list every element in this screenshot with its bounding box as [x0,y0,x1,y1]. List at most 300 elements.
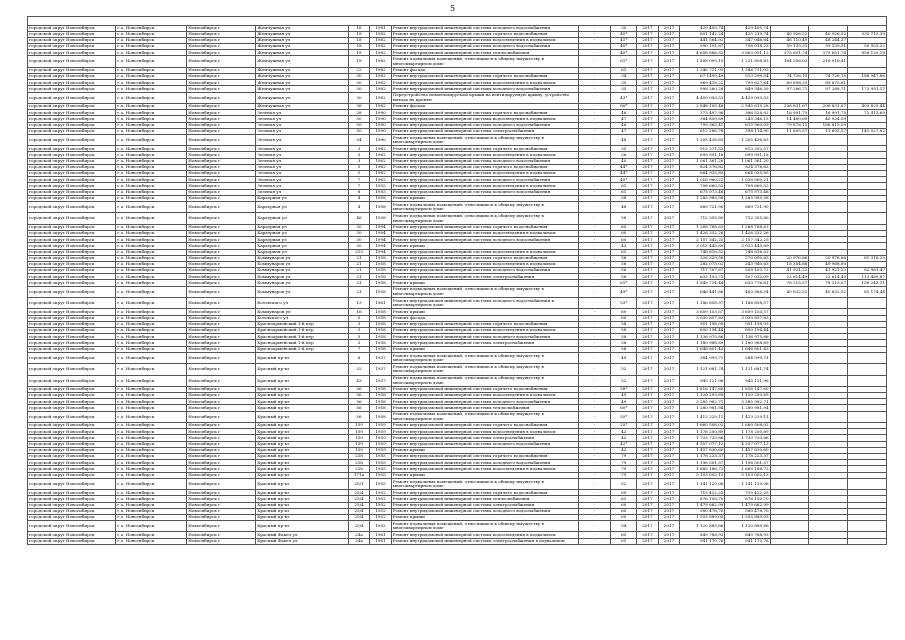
cell-end-year: 2017 [658,183,680,189]
cell-year: 1961 [370,298,392,309]
cell-cost-regional: 20 976,86 [809,255,848,261]
table-row [28,375,887,386]
cell-start-year: 2017 [637,255,659,261]
cell-house: 4 [348,201,370,212]
cell-end-year: 2017 [658,171,680,177]
capital-repair-register-table [27,16,887,545]
cell-cost-total: 717 707,67 [680,268,725,274]
cell-street: Зеленая ул [256,164,349,170]
cell-municipality: городской округ Новосибирск [28,447,116,453]
cell-house: 54 [348,134,370,145]
cell-house: 8 [348,189,370,195]
cell-work-code: - [579,134,611,145]
cell-street: Красный пр-кт [256,478,349,489]
table-header-spacer [28,17,887,26]
cell-cost-total: 1 280 981,94 [680,405,725,411]
cell-cost-fund: 1 136 975,86 [725,334,770,340]
cell-start-year: 2017 [637,243,659,249]
cell-cost-total: 1 479 662,99 [680,502,725,508]
cell-street: Красноармейский 1-й пер [256,340,349,346]
cell-start-year: 2017 [637,514,659,520]
cell-work-num: 35 [611,86,637,92]
cell-cost-total: 1 733 733,86 [680,435,725,441]
cell-cost-fund: 1 479 662,99 [725,502,770,508]
cell-work-code: - [579,80,611,86]
cell-cost-fund: 849 346,59 [725,86,770,92]
cell-cost-total: 849 788,93 [680,532,725,538]
cell-cost-regional [809,411,848,422]
cell-street: Коммунаров ул [256,261,349,267]
cell-work-num: 44* [611,171,637,177]
cell-municipality: городской округ Новосибирск [28,514,116,520]
cell-cost-owners: 81 174,44 [848,286,887,297]
cell-municipality: городской округ Новосибирск [28,31,116,37]
table-row [28,521,887,532]
cell-district: г.о. Новосибирск [116,146,187,152]
cell-municipality: городской округ Новосибирск [28,453,116,459]
cell-street: Зеленая ул [256,122,349,128]
cell-cost-fund: 1 246 711,05 [725,67,770,73]
cell-street: Красный пр-кт [256,490,349,496]
cell-cost-regional [809,478,848,489]
cell-work-num: 56 [611,274,637,280]
cell-locality: Новосибирск г [187,280,256,286]
cell-district: г.о. Новосибирск [116,441,187,447]
cell-cost-regional: 40 632,52 [809,286,848,297]
cell-cost-local: 20 976,86 [770,255,809,261]
cell-start-year: 2017 [637,453,659,459]
cell-locality: Новосибирск г [187,472,256,478]
cell-start-year: 2017 [637,472,659,478]
table-row [28,352,887,363]
cell-start-year: 2017 [637,466,659,472]
cell-district: г.о. Новосибирск [116,521,187,532]
cell-district: г.о. Новосибирск [116,472,187,478]
cell-street: Красный пр-кт [256,502,349,508]
cell-cost-total: 1 205 436,63 [680,134,725,145]
cell-cost-local: 40 926,52 [770,31,809,37]
cell-start-year: 2017 [637,447,659,453]
cell-cost-total: 969 418,22 [680,80,725,86]
cell-year: 1958 [370,386,392,392]
cell-cost-total: 1 018 960,21 [680,177,725,183]
cell-cost-total: 1 457 830,60 [680,447,725,453]
cell-district: г.о. Новосибирск [116,411,187,422]
cell-work-code: - [579,298,611,309]
cell-municipality: городской округ Новосибирск [28,80,116,86]
table-header-spacer-cell [28,17,887,26]
cell-work-code: - [579,201,611,212]
cell-year: 1990 [370,122,392,128]
cell-start-year: 2017 [637,103,659,109]
cell-locality: Новосибирск г [187,213,256,224]
cell-cost-fund: 1 280 981,94 [725,405,770,411]
cell-start-year: 2017 [637,261,659,267]
cell-cost-fund: 384 999,71 [725,352,770,363]
cell-cost-local [770,352,809,363]
cell-start-year: 2017 [637,67,659,73]
cell-municipality: городской округ Новосибирск [28,183,116,189]
cell-cost-fund: 1 061 361,20 [725,158,770,164]
cell-work-type: Ремонт внутридомовой инженерной системы горячего водоснабжения [391,453,578,459]
cell-start-year: 2017 [637,249,659,255]
cell-work-code: - [579,86,611,92]
cell-work-type: Ремонт фасада [391,103,578,109]
cell-start-year: 2017 [637,423,659,429]
cell-cost-regional: 166 815,09 [809,122,848,128]
cell-year: 1958 [370,321,392,327]
cell-work-type: Ремонт внутридомовой инженерной системы теплоснабжения [391,405,578,411]
cell-cost-fund: 1 285 985,58 [725,195,770,201]
cell-district: г.о. Новосибирск [116,44,187,50]
cell-work-code: - [579,466,611,472]
cell-start-year: 2017 [637,478,659,489]
cell-year: 1955 [370,460,392,466]
cell-cost-owners: 113 489,87 [848,274,887,280]
cell-cost-regional [809,134,848,145]
cell-cost-fund: 513 299,34 [725,74,770,80]
cell-work-type: Ремонт внутридомовой инженерной системы водоотведения в подвальном [391,393,578,399]
cell-work-num: 43 [611,243,637,249]
cell-end-year: 2017 [658,134,680,145]
cell-cost-total: 4 658 866,52 [680,50,725,56]
cell-work-type: Ремонт внутридомовой инженерной системы водоотведения в подвальном [391,152,578,158]
cell-cost-total: 876 150,70 [680,496,725,502]
cell-cost-regional [809,364,848,375]
cell-work-code: - [579,352,611,363]
cell-cost-fund: 712 355,80 [725,213,770,224]
cell-year: 1959 [370,429,392,435]
cell-municipality: городской округ Новосибирск [28,364,116,375]
cell-year: 1990 [370,116,392,122]
cell-end-year: 2017 [658,86,680,92]
table-row [28,298,887,309]
cell-house: 213 [348,249,370,255]
cell-locality: Новосибирск г [187,346,256,352]
cell-work-code: - [579,268,611,274]
cell-municipality: городской округ Новосибирск [28,508,116,514]
cell-work-type: Ремонт внутридомовой инженерной системы электроснабжения в подвальном [391,538,578,544]
cell-work-type: Ремонт подвальных помещений, относящихся к общему имуществу в многоквартирном доме [391,364,578,375]
cell-work-num: 47 [611,116,637,122]
cell-district: г.о. Новосибирск [116,134,187,145]
cell-year: 1982 [370,103,392,109]
cell-cost-regional: 59 139,31 [809,44,848,50]
cell-work-type: Ремонт крыши [391,472,578,478]
cell-work-num: 49* [611,286,637,297]
cell-cost-regional [809,538,848,544]
cell-municipality: городской округ Новосибирск [28,237,116,243]
cell-cost-regional: 97 288,71 [809,86,848,92]
cell-district: г.о. Новосибирск [116,152,187,158]
cell-cost-fund: 850 194,44 [725,327,770,333]
cell-street: Коммунаров ул [256,286,349,297]
cell-start-year: 2017 [637,352,659,363]
table-row [28,478,887,489]
cell-locality: Новосибирск г [187,183,256,189]
cell-cost-total: 675 973,48 [680,189,725,195]
cell-municipality: городской округ Новосибирск [28,521,116,532]
cell-municipality: городской округ Новосибирск [28,340,116,346]
cell-cost-local [770,298,809,309]
cell-end-year: 2017 [658,146,680,152]
cell-start-year: 2017 [637,411,659,422]
cell-end-year: 2017 [658,189,680,195]
cell-year: 1958 [370,261,392,267]
cell-year: 1961 [370,538,392,544]
cell-cost-fund: 748 816,52 [725,249,770,255]
cell-work-code: - [579,122,611,128]
cell-house: 24а [348,538,370,544]
cell-cost-total: 799 365,41 [680,122,725,128]
cell-work-num: 58 [611,195,637,201]
cell-district: г.о. Новосибирск [116,315,187,321]
cell-municipality: городской округ Новосибирск [28,56,116,67]
cell-cost-total: 2 848 105,46 [680,103,725,109]
cell-house: 30 [348,74,370,80]
cell-cost-local: 69 698,33 [770,80,809,86]
cell-house: 56 [348,405,370,411]
cell-work-num: 60* [611,405,637,411]
cell-cost-fund: 386 528,92 [725,110,770,116]
cell-work-num: 53* [611,298,637,309]
cell-work-num: 79 [611,472,637,478]
cell-municipality: городской округ Новосибирск [28,103,116,109]
cell-cost-fund: 798 018,23 [725,44,770,50]
cell-work-code: - [579,67,611,73]
cell-work-num: 46 [611,122,637,128]
cell-end-year: 2017 [658,230,680,236]
cell-work-code: - [579,496,611,502]
cell-year: 1958 [370,346,392,352]
cell-work-num: 49 [611,399,637,405]
cell-cost-fund: 1 120 293,69 [725,393,770,399]
cell-work-type: Ремонт подвальных помещений, относящихся к общему имуществу в многоквартирном доме [391,201,578,212]
cell-work-code: - [579,152,611,158]
cell-municipality: городской округ Новосибирск [28,393,116,399]
cell-end-year: 2017 [658,346,680,352]
cell-cost-total: 646 441,66 [680,286,725,297]
cell-work-type: Ремонт внутридомовой инженерной системы теплоснабжения [391,496,578,502]
cell-work-num: 46 [611,110,637,116]
cell-cost-regional [809,92,848,103]
cell-street: Котовского ул [256,315,349,321]
cell-end-year: 2017 [658,67,680,73]
cell-work-num: 48 [611,134,637,145]
cell-work-code: - [579,441,611,447]
cell-municipality: городской округ Новосибирск [28,346,116,352]
cell-cost-owners [848,375,887,386]
cell-municipality: городской округ Новосибирск [28,386,116,392]
cell-locality: Новосибирск г [187,146,256,152]
cell-house: 25/4 [348,496,370,502]
cell-work-code: - [579,478,611,489]
cell-work-code: - [579,502,611,508]
cell-street: Карьерная ул [256,237,349,243]
cell-municipality: городской округ Новосибирск [28,67,116,73]
cell-end-year: 2017 [658,110,680,116]
cell-street: Котовского ул [256,298,349,309]
cell-work-type: Ремонт внутридомовой инженерной системы водоотведения в подвальном [391,116,578,122]
cell-street: Коммунаров ул [256,280,349,286]
cell-district: г.о. Новосибирск [116,508,187,514]
cell-work-code: - [579,309,611,315]
cell-street: Красный пр-кт [256,399,349,405]
cell-work-type: Ремонт внутридомовой инженерной системы горячего водоснабжения [391,255,578,261]
cell-work-num: 60 [611,309,637,315]
cell-work-code: - [579,255,611,261]
cell-cost-fund: 1 268 768,63 [725,224,770,230]
cell-locality: Новосибирск г [187,201,256,212]
cell-work-num: 58 [611,340,637,346]
cell-end-year: 2017 [658,74,680,80]
cell-cost-owners: 173 951,17 [848,86,887,92]
cell-cost-fund: 243 940,63 [725,261,770,267]
cell-year: 1982 [370,74,392,80]
cell-municipality: городской округ Новосибирск [28,423,116,429]
cell-municipality: городской округ Новосибирск [28,255,116,261]
cell-work-type: Ремонт крыши [391,514,578,520]
cell-end-year: 2017 [658,158,680,164]
cell-cost-fund: 708 660,52 [725,183,770,189]
cell-house: 30 [348,237,370,243]
cell-work-type: Ремонт внутридомовой инженерной системы водоотведения в подвальном [391,80,578,86]
cell-cost-fund: 633 776,81 [725,280,770,286]
cell-municipality: городской округ Новосибирск [28,321,116,327]
cell-cost-fund: 507 022,09 [725,274,770,280]
cell-work-num: 42* [611,441,637,447]
cell-start-year: 2017 [637,268,659,274]
cell-work-type: Ремонт внутридомовой инженерной системы электроснабжения [391,128,578,134]
cell-locality: Новосибирск г [187,110,256,116]
cell-work-code: - [579,183,611,189]
cell-cost-total: 708 660,52 [680,183,725,189]
cell-cost-local: 14 489,69 [770,116,809,122]
cell-work-num: 61 [611,496,637,502]
cell-cost-fund: 889 721,90 [725,201,770,212]
cell-house: 7 [348,183,370,189]
cell-year: 1958 [370,411,392,422]
cell-house: 30 [348,230,370,236]
cell-year: 1958 [370,327,392,333]
cell-municipality: городской округ Новосибирск [28,189,116,195]
cell-cost-regional: 16 991,75 [809,110,848,116]
cell-street: Карьерная ул [256,195,349,201]
cell-cost-total: 850 194,44 [680,327,725,333]
cell-work-num: 43* [611,92,637,103]
cell-street: Коммунаров ул [256,274,349,280]
cell-cost-regional: 216 916,41 [809,56,848,67]
cell-cost-fund: 813 352,57 [725,146,770,152]
cell-cost-total: 913 271,53 [680,146,725,152]
cell-cost-total: 1 196 501,57 [680,460,725,466]
cell-work-num: 40* [611,177,637,183]
cell-end-year: 2017 [658,460,680,466]
cell-district: г.о. Новосибирск [116,490,187,496]
cell-house: 5 [348,164,370,170]
cell-street: Красный пр-кт [256,411,349,422]
cell-cost-fund: 1 205 436,63 [725,134,770,145]
cell-street: Жемчужная ул [256,37,349,43]
cell-cost-fund: 1 660 508,02 [725,423,770,429]
cell-municipality: городской округ Новосибирск [28,502,116,508]
cell-street: Коммунаров ул [256,309,349,315]
cell-locality: Новосибирск г [187,158,256,164]
cell-cost-fund: 1 733 733,86 [725,435,770,441]
cell-house: 21 [348,261,370,267]
cell-year: 1955 [370,478,392,489]
cell-street: Красный пр-кт [256,460,349,466]
cell-street: Красный пр-кт [256,393,349,399]
cell-work-type: Ремонт внутридомовой инженерной системы горячего водоснабжения [391,74,578,80]
cell-work-num: 40* [611,31,637,37]
cell-start-year: 2017 [637,230,659,236]
cell-district: г.о. Новосибирск [116,393,187,399]
cell-locality: Новосибирск г [187,122,256,128]
cell-house: 21 [348,274,370,280]
cell-house: 32 [348,364,370,375]
cell-year: 1955 [370,472,392,478]
cell-work-code: - [579,411,611,422]
cell-year: 1955 [370,189,392,195]
cell-work-type: Ремонт внутридомовой инженерной системы горячего водоснабжения [391,423,578,429]
cell-year: 1958 [370,334,392,340]
cell-cost-total: 3 030 857,83 [680,315,725,321]
cell-municipality: городской округ Новосибирск [28,532,116,538]
cell-house: 218 [348,466,370,472]
cell-district: г.о. Новосибирск [116,50,187,56]
cell-end-year: 2017 [658,321,680,327]
cell-locality: Новосибирск г [187,460,256,466]
cell-house: 25/4 [348,508,370,514]
cell-cost-total: 4 557 077,12 [680,441,725,447]
cell-cost-fund: 2 157 342,25 [725,237,770,243]
cell-cost-total: 612 286,78 [680,128,725,134]
cell-locality: Новосибирск г [187,429,256,435]
cell-cost-owners [848,521,887,532]
cell-work-num: 56 [611,261,637,267]
cell-municipality: городской округ Новосибирск [28,146,116,152]
cell-work-type: Ремонт подвальных помещений, относящихся к общему имуществу в многоквартирном доме [391,521,578,532]
cell-start-year: 2017 [637,128,659,134]
cell-start-year: 2017 [637,86,659,92]
cell-cost-fund: 509 103,72 [725,268,770,274]
cell-cost-regional [809,201,848,212]
cell-cost-fund: 347 046,84 [725,37,770,43]
cell-cost-owners [848,134,887,145]
cell-work-num: 61 [611,67,637,73]
cell-cost-local [770,538,809,544]
cell-municipality: городской округ Новосибирск [28,122,116,128]
cell-year: 1958 [370,405,392,411]
cell-street: Красный пр-кт [256,453,349,459]
cell-end-year: 2017 [658,249,680,255]
cell-start-year: 2017 [637,224,659,230]
cell-cost-total: 951 198,09 [680,321,725,327]
cell-end-year: 2017 [658,80,680,86]
cell-district: г.о. Новосибирск [116,67,187,73]
cell-cost-regional [809,298,848,309]
cell-municipality: городской округ Новосибирск [28,496,116,502]
cell-locality: Новосибирск г [187,298,256,309]
cell-street: Жемчужная ул [256,103,349,109]
cell-district: г.о. Новосибирск [116,86,187,92]
cell-cost-fund: 945 121,96 [725,375,770,386]
cell-work-type: Ремонт подвальных помещений, относящихся к общему имуществу в многоквартирном доме [391,411,578,422]
cell-cost-total: 384 859,89 [680,116,725,122]
cell-work-type: Ремонт внутридомовой инженерной системы горячего водоснабжения [391,386,578,392]
cell-house: 28 [348,110,370,116]
